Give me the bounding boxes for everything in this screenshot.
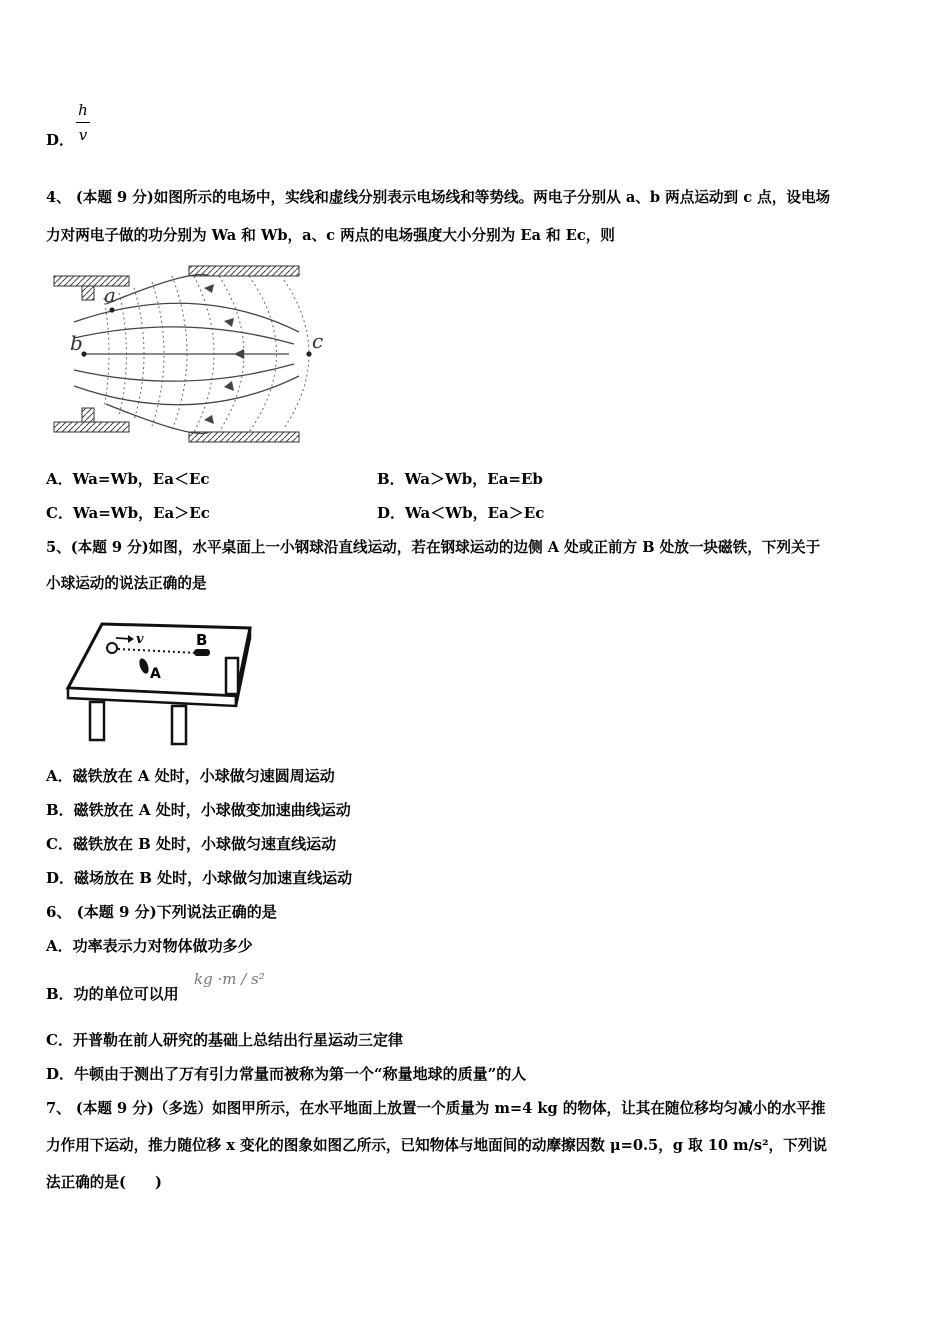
fraction-denominator: v [78,126,88,144]
q5-option-a: A．磁铁放在 A 处时，小球做匀速圆周运动 [46,767,335,785]
q4-stem-line1: 4、 (本题 9 分)如图所示的电场中，实线和虚线分别表示电场线和等势线。两电子分别从 a、b 两点运动到 c 点，设电场 [46,189,831,206]
q6-stem: 6、 (本题 9 分)下列说法正确的是 [46,903,277,921]
q6-option-c: C．开普勒在前人研究的基础上总结出行星运动三定律 [46,1031,403,1049]
q6-option-a: A．功率表示力对物体做功多少 [46,937,253,955]
q5-option-b: B．磁铁放在 A 处时，小球做变加速曲线运动 [46,801,351,819]
q7-stem-line2: 力作用下运动，推力随位移 x 变化的图象如图乙所示，已知物体与地面间的动摩擦因数 μ=0.5，g 取 10 m/s²，下列说 [46,1137,827,1154]
q6-option-d: D．牛顿由于测出了万有引力常量而被称为第一个“称量地球的质量”的人 [46,1065,527,1083]
fraction-bar [76,122,90,123]
q7-stem-line1: 7、 (本题 9 分)（多选）如图甲所示，在水平地面上放置一个质量为 m=4 kg 的物体，让其在随位移均匀减小的水平推 [46,1100,826,1117]
q5-stem-line2: 小球运动的说法正确的是 [46,575,207,592]
q3-option-d-fraction [76,100,90,145]
q5-option-d: D．磁场放在 B 处时，小球做匀加速直线运动 [46,869,353,887]
q5-stem-line1: 5、(本题 9 分)如图，水平桌面上一小钢球沿直线运动，若在钢球运动的边侧 A 处或正前方 B 处放一块磁铁，下列关于 [46,539,821,556]
q6-option-b-unit: kg ·m / s² [194,970,265,988]
point-a [109,307,114,312]
label-v: v [136,632,144,647]
q5-table-figure [62,618,262,750]
table-top [68,624,250,696]
q4-option-b: B．Wa＞Wb，Ea=Eb [377,470,543,488]
steel-ball [107,643,117,653]
electrode-top-left [54,276,129,300]
table-leg-back-right [226,658,238,694]
electrode-bottom-left [54,408,129,432]
q6-option-b: B．功的单位可以用 [46,985,179,1003]
q4-stem-line2: 力对两电子做的功分别为 Wa 和 Wb，a、c 两点的电场强度大小分别为 Ea 和 Ec，则 [46,227,615,244]
point-c [306,351,311,356]
fraction-numerator: h [78,101,88,119]
q4-option-d: D．Wa＜Wb，Ea＞Ec [377,504,545,522]
table-leg-front-right [172,706,186,744]
label-c: c [312,329,324,353]
label-b: B [196,631,208,649]
label-a: A [150,666,161,682]
q4-option-a: A．Wa=Wb，Ea＜Ec [46,470,210,488]
q5-option-c: C．磁铁放在 B 处时，小球做匀速直线运动 [46,835,337,853]
magnet-b [194,649,210,656]
label-a: a [104,283,116,307]
q4-option-c: C．Wa=Wb，Ea＞Ec [46,504,210,522]
label-b: b [70,331,83,355]
q7-stem-line3: 法正确的是( ) [46,1174,162,1191]
table-leg-front-left [90,702,104,740]
q4-electric-field-figure [44,258,334,448]
q3-option-d-label: D． [46,131,75,149]
